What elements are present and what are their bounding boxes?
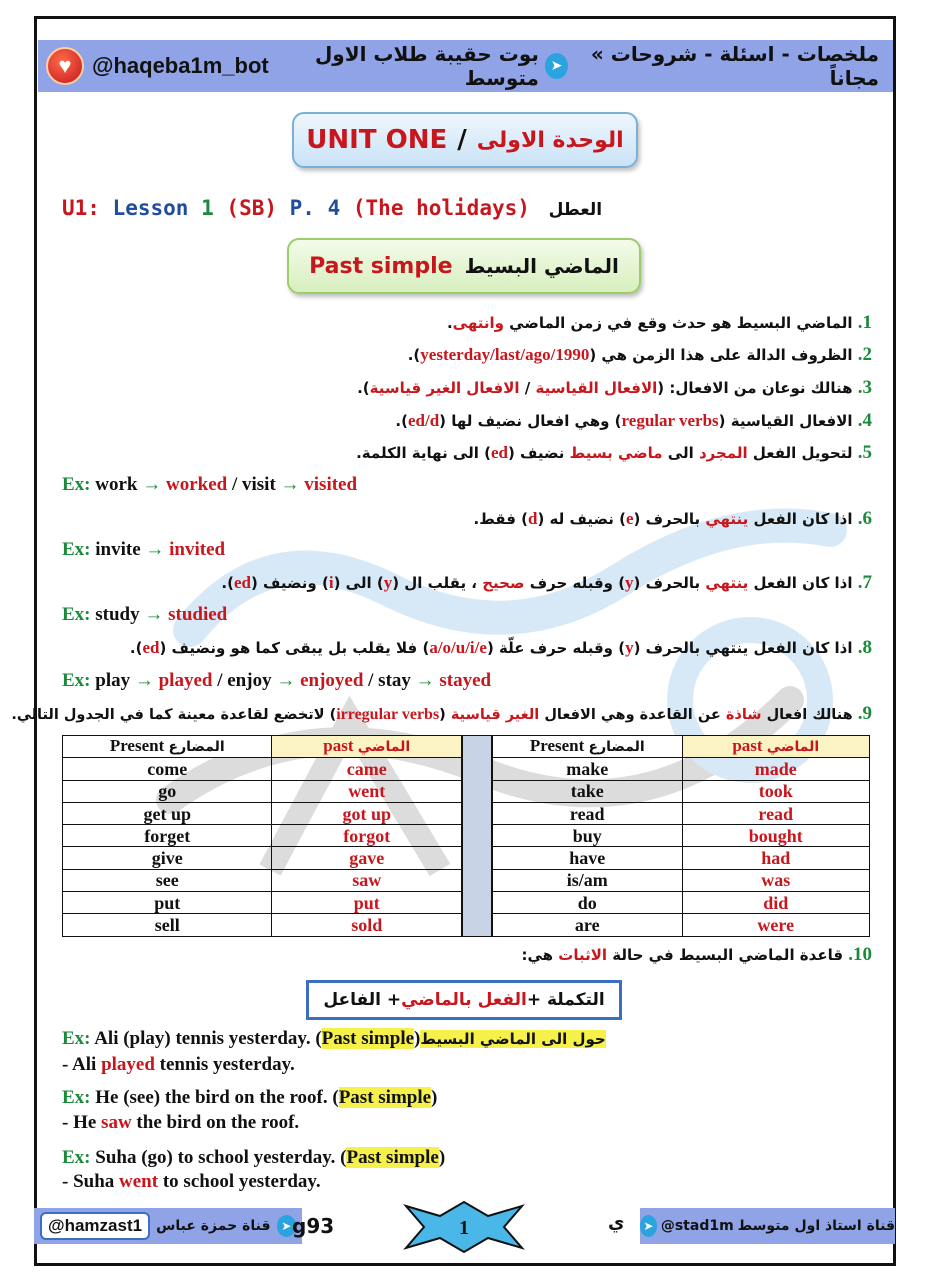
present-verb: have xyxy=(493,847,683,869)
lesson-sb: (SB) xyxy=(226,196,277,220)
footer-right-char: ي xyxy=(608,1212,625,1233)
example-answer: worked xyxy=(165,474,228,495)
rule-text: ( xyxy=(439,707,451,723)
table-row xyxy=(63,802,462,824)
present-verb: forget xyxy=(63,825,272,847)
arrow-icon: → xyxy=(144,604,164,625)
answer-text: tennis yesterday. xyxy=(154,1054,295,1075)
table-row xyxy=(63,825,462,847)
sentence-text: ) xyxy=(431,1087,438,1108)
past-header-ar: الماضي xyxy=(766,739,820,756)
rule-number: 1. xyxy=(857,312,872,333)
present-header xyxy=(63,736,272,758)
sentence-text: Ali (play) tennis yesterday. ( xyxy=(90,1028,322,1049)
rule-text: ) فقط. xyxy=(473,510,529,528)
rule-text: ). xyxy=(221,574,234,592)
present-verb: come xyxy=(63,758,272,780)
rule-keyword: صحيح xyxy=(482,574,525,592)
table-row xyxy=(63,869,462,891)
present-header xyxy=(493,736,683,758)
sentence-3-answer xyxy=(62,1171,321,1193)
rule-text: الماضي البسيط هو حدث وقع في زمن الماضي xyxy=(503,314,853,332)
sentence-1-answer xyxy=(62,1054,295,1076)
rule-text: ) وقبله حرف علّة ( xyxy=(486,639,626,657)
table-row xyxy=(63,780,462,802)
table-row xyxy=(493,780,870,802)
example-label: Ex: xyxy=(62,1087,91,1108)
sentence-text: ) xyxy=(414,1028,421,1049)
rule-7 xyxy=(52,572,872,594)
unit-title-en: UNIT ONE xyxy=(306,125,448,155)
present-verb: buy xyxy=(493,825,683,847)
footer-left-handle[interactable]: @hamzast1 xyxy=(40,1212,150,1240)
past-verb: made xyxy=(682,758,870,780)
rule-1 xyxy=(52,312,872,334)
table-row xyxy=(63,758,462,780)
lesson-heading xyxy=(62,196,602,220)
rule-number: 7. xyxy=(857,572,872,593)
rule-text: ) فلا يقلب بل يبقى كما هو ونضيف ( xyxy=(159,639,430,657)
rule-text: ، يقلب ال ( xyxy=(392,574,483,592)
rule-text: هي: xyxy=(521,946,559,964)
answer-text: to school yesterday. xyxy=(158,1171,321,1192)
footer-right-banner xyxy=(640,1208,895,1244)
irregular-verbs-table-left xyxy=(62,735,462,937)
arrow-icon: → xyxy=(134,670,154,691)
rule-text: ). xyxy=(407,346,421,364)
rule-keyword: y xyxy=(625,573,634,592)
rule-text: لتحويل الفعل xyxy=(747,444,853,462)
example-text: study xyxy=(90,604,145,625)
table-row xyxy=(63,914,462,936)
past-verb: were xyxy=(682,914,870,936)
rule-6 xyxy=(52,508,872,530)
rule-text: هنالك نوعان من الافعال: ( xyxy=(657,379,853,397)
present-header-ar: المضارع xyxy=(588,739,645,756)
banner-text xyxy=(269,42,879,90)
present-header-en: Present xyxy=(109,736,165,756)
banner-text-bot: بوت حقيبة طلاب الاول متوسط xyxy=(314,42,539,90)
rule-text: ) نضيف له ( xyxy=(537,510,626,528)
instruction-ar: حول الى الماضي البسيط xyxy=(420,1030,606,1048)
answer-verb: went xyxy=(119,1171,159,1192)
rule-keyword: e xyxy=(626,509,634,528)
rule-keyword: d xyxy=(528,509,538,528)
example-answer: invited xyxy=(169,539,226,560)
sentence-3-question xyxy=(62,1147,445,1169)
rule-text: اذا كان الفعل xyxy=(748,574,853,592)
answer-text: the bird on the roof. xyxy=(131,1112,300,1133)
formula-box xyxy=(306,980,622,1020)
rule-text: / xyxy=(519,379,536,397)
rule-keyword: ينتهي xyxy=(705,510,749,528)
rule-keyword: ed/d xyxy=(407,411,440,430)
telegram-icon: ➤ xyxy=(640,1215,657,1237)
table-row xyxy=(63,892,462,914)
rule-keyword: الافعال الغير قياسية xyxy=(369,379,520,397)
example-2 xyxy=(62,539,225,561)
rule-number: 8. xyxy=(857,637,872,658)
heart-icon: ♥ xyxy=(46,47,84,85)
arrow-icon: → xyxy=(276,670,296,691)
footer-left-banner xyxy=(34,1208,302,1244)
rule-keyword: y xyxy=(383,573,393,592)
sentence-text: Suha (go) to school yesterday. ( xyxy=(90,1147,347,1168)
footer-left-text: قناة حمزة عباس xyxy=(156,1218,271,1234)
past-verb: read xyxy=(682,802,870,824)
rule-number: 4. xyxy=(857,410,872,431)
rule-keyword: ed xyxy=(490,443,508,462)
rule-2 xyxy=(52,344,872,366)
example-label: Ex: xyxy=(62,670,91,691)
rule-text: بالحرف ( xyxy=(633,574,706,592)
example-3 xyxy=(62,604,227,626)
past-verb: was xyxy=(682,869,870,891)
example-4 xyxy=(62,670,491,692)
tense-tag: Past simple xyxy=(338,1087,432,1108)
present-verb: put xyxy=(63,892,272,914)
rule-keyword: ينتهي xyxy=(705,574,749,592)
rule-number: 2. xyxy=(857,344,872,365)
present-verb: are xyxy=(493,914,683,936)
sentence-2-question xyxy=(62,1087,437,1109)
past-verb: got up xyxy=(272,802,462,824)
sentence-2-answer xyxy=(62,1112,299,1134)
present-verb: get up xyxy=(63,802,272,824)
rule-text: ) ونضيف ( xyxy=(250,574,329,592)
past-verb: had xyxy=(682,847,870,869)
rule-number: 5. xyxy=(857,442,872,463)
past-header xyxy=(272,736,462,758)
past-verb: came xyxy=(272,758,462,780)
arrow-icon: → xyxy=(142,474,162,495)
rule-number: 10. xyxy=(848,944,872,965)
example-text: play xyxy=(90,670,135,691)
rule-text: بالحرف ( xyxy=(633,510,706,528)
footer-right-handle[interactable]: @stad1m xyxy=(660,1218,734,1234)
rule-number: 6. xyxy=(857,508,872,529)
rule-8 xyxy=(52,637,872,659)
lesson-label: Lesson xyxy=(112,196,189,220)
page-number: 1 xyxy=(459,1217,469,1239)
rule-keyword: yesterday/last/ago/1990 xyxy=(420,345,590,364)
example-label: Ex: xyxy=(62,474,91,495)
rule-3 xyxy=(52,377,872,399)
example-answer: stayed xyxy=(439,670,492,691)
example-answer: studied xyxy=(168,604,228,625)
rule-text: اذا كان الفعل ينتهي بالحرف ( xyxy=(633,639,853,657)
lesson-page: P. 4 xyxy=(289,196,341,220)
footer-g93: g93 xyxy=(292,1214,335,1238)
past-simple-ar: الماضي البسيط xyxy=(464,254,619,278)
example-text: invite xyxy=(90,539,146,560)
answer-verb: played xyxy=(101,1054,155,1075)
top-banner xyxy=(38,40,893,92)
past-verb: took xyxy=(682,780,870,802)
rule-text: الافعال القياسية ( xyxy=(718,412,853,430)
rule-text: ) الى ( xyxy=(333,574,384,592)
present-verb: take xyxy=(493,780,683,802)
example-text: / visit xyxy=(227,474,281,495)
past-simple-box xyxy=(287,238,641,294)
example-label: Ex: xyxy=(62,1028,91,1049)
table-row xyxy=(493,892,870,914)
arrow-icon: → xyxy=(145,539,165,560)
unit-title-box xyxy=(292,112,638,168)
answer-text: - He xyxy=(62,1112,102,1133)
past-header-en: past xyxy=(323,736,354,756)
rule-keyword: المجرد xyxy=(698,444,748,462)
example-answer: visited xyxy=(304,474,358,495)
rule-text: ) وقبله حرف xyxy=(524,574,626,592)
unit-title-ar: الوحدة الاولى xyxy=(476,127,624,153)
formula-text: التكملة + xyxy=(526,990,605,1010)
present-verb: go xyxy=(63,780,272,802)
formula-text: + الفاعل xyxy=(323,990,402,1010)
rule-text: . xyxy=(446,314,453,332)
example-label: Ex: xyxy=(62,1147,91,1168)
answer-text: - Ali xyxy=(62,1054,102,1075)
lesson-unit: U1: xyxy=(62,196,100,220)
telegram-icon: ➤ xyxy=(277,1215,296,1237)
rule-keyword: irregular verbs xyxy=(336,706,440,723)
rule-number: 9. xyxy=(857,703,872,724)
rule-keyword: ماضي بسيط xyxy=(569,444,663,462)
table-separator xyxy=(462,735,492,937)
present-verb: see xyxy=(63,869,272,891)
rule-keyword: الغير قياسية xyxy=(450,707,540,723)
example-label: Ex: xyxy=(62,539,91,560)
rule-text: هنالك افعال xyxy=(761,707,853,723)
present-verb: read xyxy=(493,802,683,824)
example-text: / enjoy xyxy=(212,670,277,691)
footer-right-text: قناة استاذ اول متوسط xyxy=(737,1218,895,1234)
sentence-1-question xyxy=(62,1028,606,1050)
answer-verb: saw xyxy=(101,1112,132,1133)
page-number-star xyxy=(400,1200,528,1254)
rule-5 xyxy=(52,442,872,464)
example-answer: enjoyed xyxy=(300,670,364,691)
present-header-ar: المضارع xyxy=(168,739,225,756)
rule-text: قاعدة الماضي البسيط في حالة xyxy=(607,946,849,964)
rule-keyword: وانتهى xyxy=(452,314,504,332)
table-row xyxy=(493,758,870,780)
rule-keyword: ed xyxy=(142,638,160,657)
past-simple-en: Past simple xyxy=(309,253,453,279)
example-label: Ex: xyxy=(62,604,91,625)
arrow-icon: → xyxy=(415,670,435,691)
table-row xyxy=(63,847,462,869)
present-verb: sell xyxy=(63,914,272,936)
tense-tag: Past simple xyxy=(321,1028,415,1049)
arrow-icon: → xyxy=(280,474,300,495)
past-verb: forgot xyxy=(272,825,462,847)
rule-keyword: شاذة xyxy=(725,707,762,723)
unit-title-slash: / xyxy=(457,125,467,155)
rule-keyword: الافعال القياسية xyxy=(535,379,658,397)
past-verb: sold xyxy=(272,914,462,936)
present-verb: is/am xyxy=(493,869,683,891)
rule-keyword: y xyxy=(625,638,634,657)
lesson-topic-ar: العطل xyxy=(548,200,603,220)
rule-text: عن القاعدة وهي الافعال xyxy=(539,707,726,723)
rule-text: ). xyxy=(129,639,143,657)
past-header-en: past xyxy=(732,736,763,756)
rule-keyword: ed xyxy=(233,573,251,592)
banner-handle[interactable]: @haqeba1m_bot xyxy=(92,53,269,78)
rule-text: الظروف الدالة على هذا الزمن هي ( xyxy=(589,346,853,364)
rule-text: ) وهي افعال نضيف لها ( xyxy=(439,412,622,430)
answer-text: - Suha xyxy=(62,1171,120,1192)
present-header-en: Present xyxy=(529,736,585,756)
rule-keyword: a/o/u/i/e xyxy=(429,638,487,657)
table-row xyxy=(493,802,870,824)
rule-text: ). xyxy=(357,379,370,397)
rule-text: ) لاتخضع لقاعدة معينة كما في الجدول التالي. xyxy=(11,707,337,723)
example-answer: played xyxy=(158,670,213,691)
rule-text: ). xyxy=(395,412,408,430)
past-header-ar: الماضي xyxy=(357,739,411,756)
past-verb: went xyxy=(272,780,462,802)
present-verb: make xyxy=(493,758,683,780)
tense-tag: Past simple xyxy=(346,1147,439,1168)
table-row xyxy=(493,847,870,869)
past-verb: gave xyxy=(272,847,462,869)
rule-4 xyxy=(52,410,872,432)
rule-text: ) الى نهاية الكلمة. xyxy=(356,444,491,462)
table-row xyxy=(493,825,870,847)
past-verb: did xyxy=(682,892,870,914)
rule-text: الى xyxy=(662,444,699,462)
telegram-icon: ➤ xyxy=(545,53,568,79)
table-row xyxy=(493,914,870,936)
past-verb: saw xyxy=(272,869,462,891)
past-verb: bought xyxy=(682,825,870,847)
example-text: / stay xyxy=(363,670,416,691)
rule-keyword: i xyxy=(328,573,334,592)
present-verb: give xyxy=(63,847,272,869)
example-text: work xyxy=(90,474,143,495)
rule-10 xyxy=(52,944,872,966)
rule-keyword: regular verbs xyxy=(621,411,719,430)
past-header xyxy=(682,736,870,758)
irregular-verbs-table-right xyxy=(492,735,870,937)
rule-keyword: الاثبات xyxy=(558,946,608,964)
rule-9 xyxy=(11,703,872,725)
sentence-text: He (see) the bird on the roof. ( xyxy=(90,1087,339,1108)
banner-text-main: ملخصات - اسئلة - شروحات » مجاناً xyxy=(590,42,879,90)
lesson-number: 1 xyxy=(201,196,214,220)
present-verb: do xyxy=(493,892,683,914)
rule-text: اذا كان الفعل xyxy=(748,510,853,528)
lesson-topic: (The holidays) xyxy=(352,196,530,220)
past-verb: put xyxy=(272,892,462,914)
formula-keyword: الفعل بالماضي xyxy=(401,990,527,1010)
example-1 xyxy=(62,474,357,496)
rule-number: 3. xyxy=(857,377,872,398)
sentence-text: ) xyxy=(438,1147,446,1168)
table-row xyxy=(493,869,870,891)
rule-text: نضيف ( xyxy=(507,444,570,462)
